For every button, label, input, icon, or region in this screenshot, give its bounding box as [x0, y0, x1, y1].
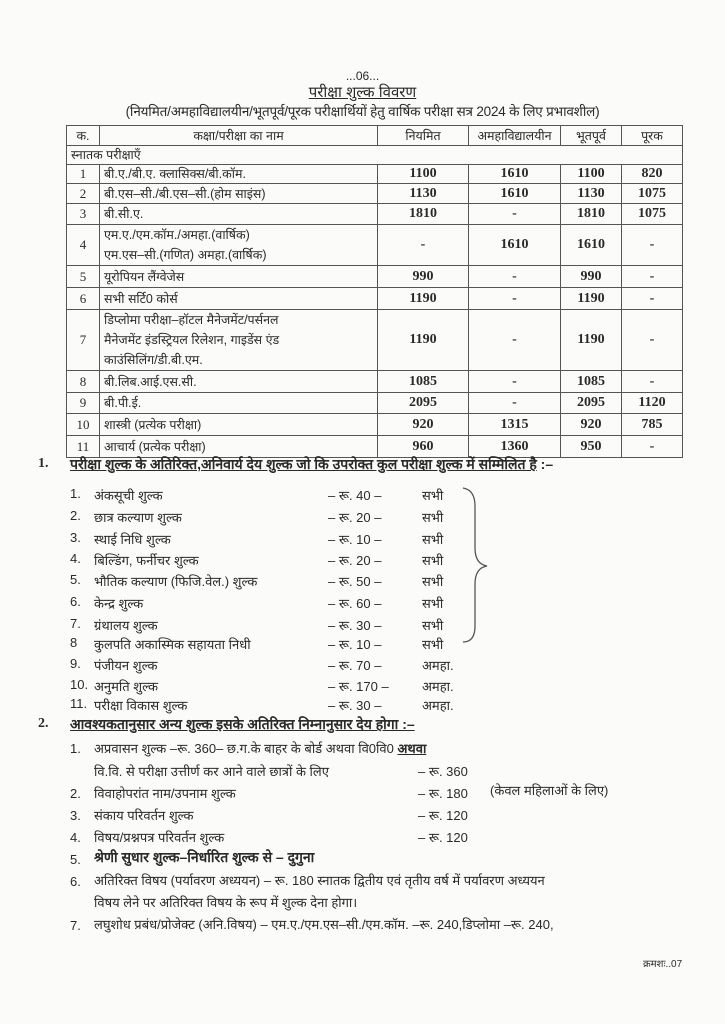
s1-item-number: 9. [70, 656, 81, 671]
s2-item6-line2: विषय लेने पर अतिरिक्त विषय के रूप में शुल्क देना होगा। [94, 895, 358, 910]
row-fee-private: - [469, 288, 561, 310]
s1-item-applies: अमहा. [422, 698, 454, 713]
s1-item-label: अनुमति शुल्क [94, 679, 158, 694]
s1-item-number: 3. [70, 530, 81, 545]
table-row [67, 204, 683, 225]
section1-heading [70, 455, 553, 474]
s2-item6-line1: अतिरिक्त विषय (पर्यावरण अध्ययन) – रू. 180 स्नातक द्वितीय एवं तृतीय वर्ष में पर्यावरण अध्ययन [94, 873, 545, 888]
s1-item-number: 10. [70, 677, 89, 692]
row-fee-supp: - [622, 310, 683, 371]
row-name-line: एम.ए./एम.कॉम./अमहा.(वार्षिक) [104, 228, 250, 242]
row-name [100, 225, 378, 266]
s1-item-amount: – रू. 20 – [328, 510, 382, 525]
s2-item7-number: 7. [70, 918, 81, 933]
row-fee-private: 1360 [469, 436, 561, 458]
row-name [100, 310, 378, 371]
row-name-line: काउंसिलिंग/डी.बी.एम. [104, 353, 203, 367]
row-name-line: यूरोपियन लैंग्वेजेस [104, 269, 185, 284]
s2-item4-number: 4. [70, 830, 81, 845]
row-fee-ex: 1190 [561, 288, 622, 310]
s1-item-amount: – रू. 60 – [328, 596, 382, 611]
s2-item3-number: 3. [70, 808, 81, 823]
row-fee-private: - [469, 310, 561, 371]
section1-number: 1. [38, 456, 49, 471]
table-row [67, 184, 683, 204]
s2-item1-text: अप्रवासन शुल्क –रू. 360– छ.ग.के बाहर के बोर्ड अथवा वि0वि0 [94, 741, 394, 756]
s2-item1-line2: वि.वि. से परीक्षा उत्तीर्ण कर आने वाले छात्रों के लिए [94, 764, 329, 779]
row-name [100, 184, 378, 204]
row-fee-ex: 1130 [561, 184, 622, 204]
s1-item-amount: – रू. 10 – [328, 532, 382, 547]
table-row [67, 371, 683, 393]
s2-item5-text: श्रेणी सुधार शुल्क–निर्धारित शुल्क से – दुगुना [94, 849, 315, 865]
row-fee-private: - [469, 266, 561, 288]
row-sn: 1 [67, 165, 100, 184]
s2-item4-amount: – रू. 120 [418, 830, 468, 845]
s1-item-label: बिल्डिंग, फर्नीचर शुल्क [94, 553, 199, 568]
table-row [67, 225, 683, 266]
row-sn: 11 [67, 436, 100, 458]
row-fee-regular: 1190 [378, 310, 469, 371]
s1-item-applies: सभी [422, 510, 444, 525]
row-fee-supp: 1075 [622, 204, 683, 225]
s1-item-applies: सभी [422, 532, 444, 547]
row-name-line: आचार्य (प्रत्येक परीक्षा) [104, 439, 206, 454]
row-name-line: बी.लिब.आई.एस.सी. [104, 374, 197, 389]
row-fee-ex: 1190 [561, 310, 622, 371]
row-fee-ex: 1810 [561, 204, 622, 225]
row-fee-regular: - [378, 225, 469, 266]
page-title [0, 82, 725, 102]
section-row [67, 146, 683, 165]
s1-item-applies: सभी [422, 574, 444, 589]
s2-item7-text: लघुशोध प्रबंध/प्रोजेक्ट (अनि.विषय) – एम.ए./एम.एस–सी./एम.कॉम. –रू. 240,डिप्लोमा –रू. 240, [94, 917, 554, 932]
row-name-line: एम.एस–सी.(गणित) अमहा.(वार्षिक) [104, 248, 267, 262]
s1-item-label: ग्रंथालय शुल्क [94, 618, 158, 633]
row-name [100, 288, 378, 310]
table-row [67, 266, 683, 288]
row-sn: 9 [67, 393, 100, 414]
s1-item-number: 11. [70, 696, 88, 711]
row-fee-private: - [469, 204, 561, 225]
table-row [67, 310, 683, 371]
s1-item-applies: सभी [422, 637, 444, 652]
row-fee-regular: 1190 [378, 288, 469, 310]
row-fee-private: - [469, 393, 561, 414]
table-row [67, 288, 683, 310]
row-name [100, 165, 378, 184]
s1-item-applies: अमहा. [422, 658, 454, 673]
s1-item-label: भौतिक कल्याण (फिजि.वेल.) शुल्क [94, 574, 258, 589]
s1-item-applies: अमहा. [422, 679, 454, 694]
row-fee-ex: 990 [561, 266, 622, 288]
s2-item1-number: 1. [70, 741, 81, 756]
s1-item-label: पंजीयन शुल्क [94, 658, 158, 673]
row-fee-supp: 820 [622, 165, 683, 184]
table-row [67, 165, 683, 184]
s1-item-label: स्थाई निधि शुल्क [94, 532, 171, 547]
row-name-line: डिप्लोमा परीक्षा–हॉटल मैनेजमेंट/पर्सनल [104, 313, 279, 327]
row-fee-private: - [469, 371, 561, 393]
section1-heading-suffix: :– [536, 456, 554, 472]
row-fee-ex: 1610 [561, 225, 622, 266]
row-fee-regular: 920 [378, 414, 469, 436]
row-fee-regular: 1100 [378, 165, 469, 184]
s1-item-applies: सभी [422, 618, 444, 633]
row-fee-regular: 960 [378, 436, 469, 458]
row-name [100, 204, 378, 225]
s2-item3-amount: – रू. 120 [418, 808, 468, 823]
table-row [67, 393, 683, 414]
row-fee-supp: - [622, 266, 683, 288]
section-label: स्नातक परीक्षाएँ [67, 146, 683, 165]
row-fee-supp: - [622, 371, 683, 393]
header-name: कक्षा/परीक्षा का नाम [100, 126, 378, 146]
s1-item-number: 4. [70, 551, 81, 566]
row-name [100, 266, 378, 288]
s1-item-number: 2. [70, 508, 81, 523]
page-subtitle: (नियमित/अमहाविद्यालयीन/भूतपूर्व/पूरक परीक्षार्थियों हेतु वार्षिक परीक्षा सत्र 2024 के लिए प्रभावशील) [125, 104, 600, 119]
row-sn: 4 [67, 225, 100, 266]
row-fee-regular: 2095 [378, 393, 469, 414]
s1-item-number: 1. [70, 486, 81, 501]
row-fee-supp: 1120 [622, 393, 683, 414]
fee-table [66, 125, 683, 458]
row-fee-regular: 990 [378, 266, 469, 288]
row-fee-private: 1610 [469, 225, 561, 266]
s2-item2-note: (केवल महिलाओं के लिए) [490, 783, 609, 798]
table-row [67, 414, 683, 436]
s1-item-number: 5. [70, 572, 81, 587]
s2-item6-number: 6. [70, 874, 81, 889]
s1-item-applies: सभी [422, 488, 444, 503]
header-private: अमहाविद्यालयीन [469, 126, 561, 146]
s2-item2-amount: – रू. 180 [418, 786, 468, 801]
s1-item-amount: – रू. 20 – [328, 553, 382, 568]
header-supp: पूरक [622, 126, 683, 146]
row-name-line: बी.सी.ए. [104, 207, 144, 221]
row-fee-ex: 1085 [561, 371, 622, 393]
s1-item-label: केन्द्र शुल्क [94, 596, 144, 611]
section2-number: 2. [38, 716, 49, 731]
s2-item1-line1 [94, 739, 426, 757]
row-sn: 7 [67, 310, 100, 371]
row-name [100, 393, 378, 414]
s2-item1-amount: – रू. 360 [418, 764, 468, 779]
s1-item-amount: – रू. 50 – [328, 574, 382, 589]
row-sn: 10 [67, 414, 100, 436]
row-fee-supp: 1075 [622, 184, 683, 204]
s1-item-applies: सभी [422, 596, 444, 611]
s1-item-amount: – रू. 30 – [328, 618, 382, 633]
s1-item-label: छात्र कल्याण शुल्क [94, 510, 182, 525]
row-name-line: मैनेजमेंट इंडस्ट्रियल रिलेशन, गाइडेंस एंड [104, 333, 280, 347]
section1-heading-text: परीक्षा शुल्क के अतिरिक्त,अनिवार्य देय शुल्क जो कि उपरोक्त कुल परीक्षा शुल्क में सम्मिलित है [70, 456, 537, 472]
s1-item-number: 6. [70, 594, 81, 609]
page-marker: ...06... [345, 69, 380, 83]
s1-item-number: 7. [70, 616, 81, 631]
row-name [100, 371, 378, 393]
s2-item3-label: संकाय परिवर्तन शुल्क [94, 808, 194, 823]
s2-item1-or: अथवा [397, 741, 427, 756]
s1-item-amount: – रू. 10 – [328, 637, 382, 652]
row-sn: 2 [67, 184, 100, 204]
row-fee-supp: - [622, 436, 683, 458]
row-fee-regular: 1085 [378, 371, 469, 393]
row-name-line: बी.एस–सी./बी.एस–सी.(होम साइंस) [104, 186, 266, 201]
section2-heading: आवश्यकतानुसार अन्य शुल्क इसके अतिरिक्त निम्नानुसार देय होगा :– [70, 716, 415, 732]
row-fee-regular: 1810 [378, 204, 469, 225]
s1-item-number: 8 [70, 635, 78, 650]
row-fee-private: 1610 [469, 165, 561, 184]
row-name [100, 414, 378, 436]
s1-item-label: अंकसूची शुल्क [94, 488, 163, 503]
s2-item2-label: विवाहोपरांत नाम/उपनाम शुल्क [94, 786, 236, 801]
row-fee-supp: - [622, 288, 683, 310]
row-fee-supp: - [622, 225, 683, 266]
row-name-line: शास्त्री (प्रत्येक परीक्षा) [104, 417, 202, 432]
row-fee-private: 1315 [469, 414, 561, 436]
row-sn: 6 [67, 288, 100, 310]
table-header-row [67, 126, 683, 146]
s1-item-label: परीक्षा विकास शुल्क [94, 698, 188, 713]
row-name-line: सभी सर्टि0 कोर्स [104, 291, 178, 306]
s1-item-applies: सभी [422, 553, 444, 568]
s1-item-label: कुलपति अकास्मिक सहायता निधी [94, 637, 251, 652]
header-sn: क. [67, 126, 100, 146]
s1-item-amount: – रू. 170 – [328, 679, 389, 694]
header-regular: नियमित [378, 126, 469, 146]
row-sn: 3 [67, 204, 100, 225]
s1-item-amount: – रू. 30 – [328, 698, 382, 713]
row-name-line: बी.पी.ई. [104, 396, 142, 410]
row-fee-ex: 950 [561, 436, 622, 458]
continued-marker: क्रमशः..07 [643, 959, 683, 970]
row-sn: 5 [67, 266, 100, 288]
page-title-text: परीक्षा शुल्क विवरण [308, 84, 417, 101]
s1-item-amount: – रू. 70 – [328, 658, 382, 673]
s2-item4-label: विषय/प्रश्नपत्र परिवर्तन शुल्क [94, 830, 225, 845]
row-fee-private: 1610 [469, 184, 561, 204]
s1-item-amount: – रू. 40 – [328, 488, 382, 503]
header-ex: भूतपूर्व [561, 126, 622, 146]
s2-item2-number: 2. [70, 786, 81, 801]
row-fee-supp: 785 [622, 414, 683, 436]
brace-icon [455, 486, 495, 644]
row-fee-ex: 1100 [561, 165, 622, 184]
row-fee-ex: 920 [561, 414, 622, 436]
row-fee-regular: 1130 [378, 184, 469, 204]
row-name-line: बी.ए./बी.ए. क्लासिक्स/बी.कॉम. [104, 167, 246, 181]
s2-item5-number: 5. [70, 852, 81, 867]
row-fee-ex: 2095 [561, 393, 622, 414]
row-sn: 8 [67, 371, 100, 393]
